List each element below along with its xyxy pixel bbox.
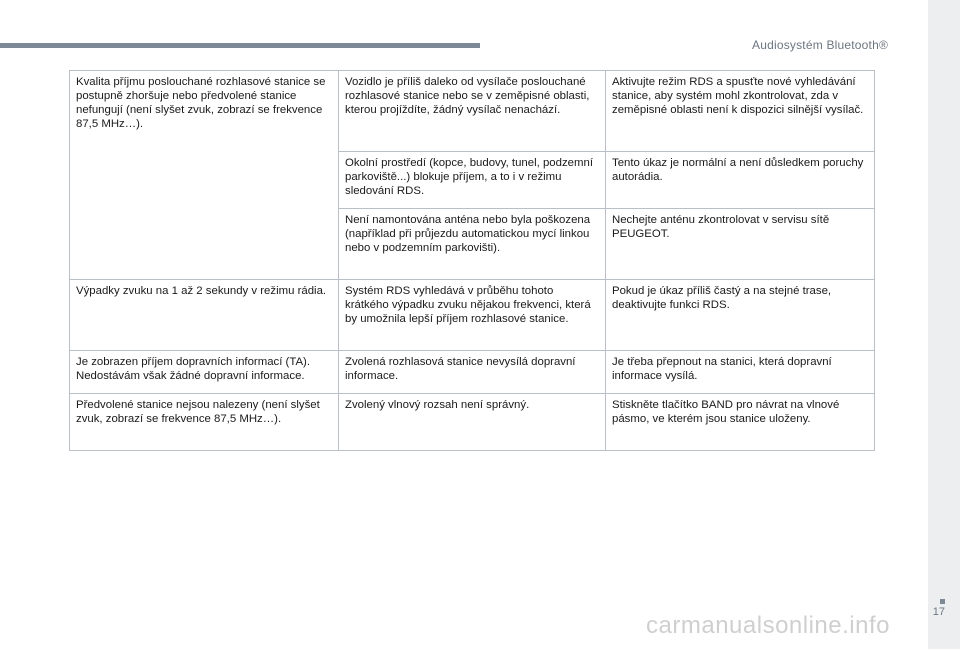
solution-cell: Je třeba přepnout na stanici, která dopravní informace vysílá. (606, 351, 875, 394)
cause-cell: Vozidlo je příliš daleko od vysílače poslouchané rozhlasové stanice nebo se v zeměpisné oblasti, kterou projíždíte, žádný vysílač nenachází. (339, 71, 606, 152)
problem-cell: Kvalita příjmu poslouchané rozhlasové stanice se postupně zhoršuje nebo předvolené stanice nefungují (není slyšet zvuk, zobrazí se frekvence 87,5 MHz…). (70, 71, 339, 280)
problem-cell: Výpadky zvuku na 1 až 2 sekundy v režimu rádia. (70, 280, 339, 351)
side-margin-strip (928, 0, 960, 649)
cause-cell: Není namontována anténa nebo byla poškozena (například při průjezdu automatickou mycí linkou nebo v podzemním parkovišti). (339, 209, 606, 280)
problem-cell: Je zobrazen příjem dopravních informací (TA). Nedostávám však žádné dopravní informace. (70, 351, 339, 394)
section-title: Audiosystém Bluetooth® (752, 38, 888, 52)
solution-cell: Tento úkaz je normální a není důsledkem poruchy autorádia. (606, 152, 875, 209)
table-row (70, 394, 875, 451)
footer-watermark: carmanualsonline.info (646, 612, 890, 639)
problem-cell: Předvolené stanice nejsou nalezeny (není slyšet zvuk, zobrazí se frekvence 87,5 MHz…). (70, 394, 339, 451)
header-accent-bar (0, 43, 480, 48)
table-row (70, 280, 875, 351)
solution-cell: Aktivujte režim RDS a spusťte nové vyhledávání stanice, aby systém mohl zkontrolovat, zda v zeměpisné oblasti není k dispozici silnější vysílač. (606, 71, 875, 152)
solution-cell: Stiskněte tlačítko BAND pro návrat na vlnové pásmo, ve kterém jsou stanice uloženy. (606, 394, 875, 451)
troubleshooting-table (69, 70, 875, 451)
cause-cell: Okolní prostředí (kopce, budovy, tunel, podzemní parkoviště...) blokuje příjem, a to i v režimu sledování RDS. (339, 152, 606, 209)
page-marker-dot (940, 599, 945, 604)
solution-cell: Pokud je úkaz příliš častý a na stejné trase, deaktivujte funkci RDS. (606, 280, 875, 351)
table-row (70, 71, 875, 152)
solution-cell: Nechejte anténu zkontrolovat v servisu sítě PEUGEOT. (606, 209, 875, 280)
table-row (70, 351, 875, 394)
cause-cell: Systém RDS vyhledává v průběhu tohoto krátkého výpadku zvuku nějakou frekvenci, která by umožnila lepší příjem rozhlasové stanice. (339, 280, 606, 351)
cause-cell: Zvolený vlnový rozsah není správný. (339, 394, 606, 451)
page-number: 17 (932, 606, 945, 618)
cause-cell: Zvolená rozhlasová stanice nevysílá dopravní informace. (339, 351, 606, 394)
